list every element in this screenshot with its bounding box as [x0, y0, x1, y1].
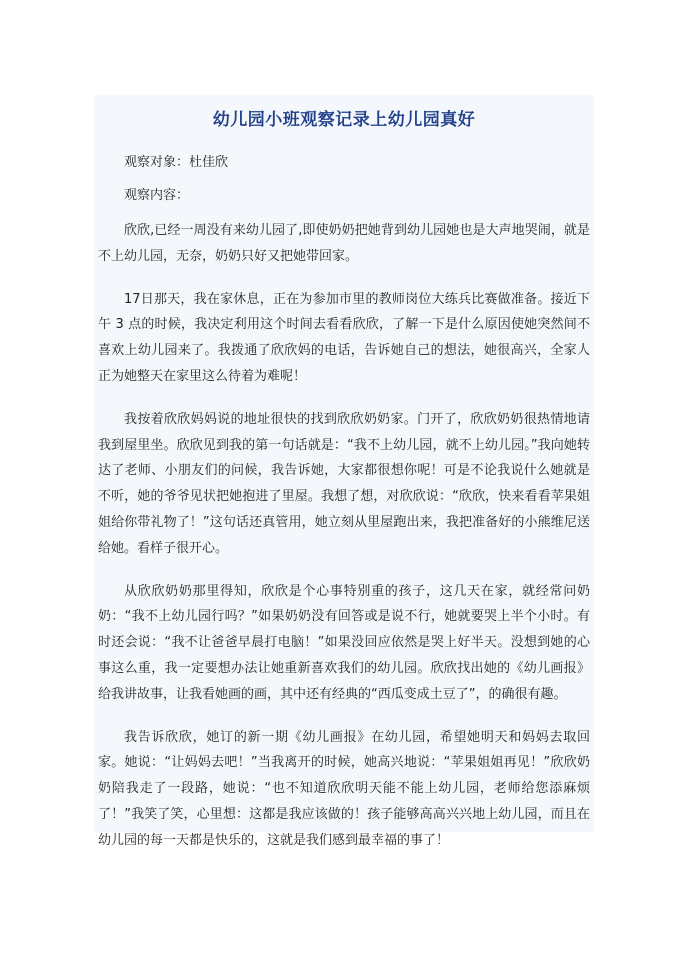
- observation-content-label: 观察内容：: [124, 188, 190, 203]
- document-panel: [94, 95, 594, 848]
- paragraph-2: 17日那天，我在家休息，正在为参加市里的教师岗位大练兵比赛做准备。接近下午 3 点的时候，我决定利用这个时间去看看欣欣，了解一下是什么原因使她突然间不喜欢上幼儿园来了。我拨通了欣欣妈的电话，告诉她自己的想法，她很高兴，全家人正为她整天在家里这么待着为难呢！: [98, 291, 590, 384]
- paragraph-3: 我按着欣欣妈妈说的地址很快的找到欣欣奶奶家。门开了，欣欣奶奶很热情地请我到屋里坐。欣欣见到我的第一句话就是：“我不上幼儿园，就不上幼儿园。”我向她转达了老师、小朋友们的问候，我告诉她，大家都很想你呢！可是不论我说什么她就是不听，她的爷爷见状把她抱进了里屋。我想了想，对欣欣说：“欣欣，快来看看苹果姐姐给你带礼物了！”这句话还真管用，她立刻从里屋跑出来，我把准备好的小熊维尼送给她。看样子很开心。: [98, 411, 590, 556]
- paragraph-1: 欣欣,已经一周没有来幼儿园了,即使奶奶把她背到幼儿园她也是大声地哭闹，就是不上幼儿园，无奈，奶奶只好又把她带回家。: [98, 223, 590, 264]
- paragraph-5: 我告诉欣欣，她订的新一期《幼儿画报》在幼儿园，希望她明天和妈妈去取回家。她说：“让妈妈去吧！”当我离开的时候，她高兴地说：“苹果姐姐再见！”欣欣奶奶陪我走了一段路，她说：“也不知道欣欣明天能不能上幼儿园，老师给您添麻烦了！”我笑了笑，心里想：这都是我应该做的！孩子能够高高兴兴地上幼儿园，而且在幼儿园的每一天都是快乐的，这就是我们感到最幸福的事了！: [98, 729, 590, 848]
- paragraph-4: 从欣欣奶奶那里得知，欣欣是个心事特别重的孩子，这几天在家，就经常问奶奶：“我不上幼儿园行吗？”如果奶奶没有回答或是说不行，她就要哭上半个小时。有时还会说：“我不让爸爸早晨打电脑！”如果没回应依然是哭上好半天。没想到她的心事这么重，我一定要想办法让她重新喜欢我们的幼儿园。欣欣找出她的《幼儿画报》给我讲故事，让我看她画的画，其中还有经典的“西瓜变成土豆了”，的确很有趣。: [98, 583, 590, 702]
- observation-target: 观察对象：杜佳欣: [124, 155, 229, 170]
- document-title: 幼儿园小班观察记录上幼儿园真好: [212, 110, 476, 130]
